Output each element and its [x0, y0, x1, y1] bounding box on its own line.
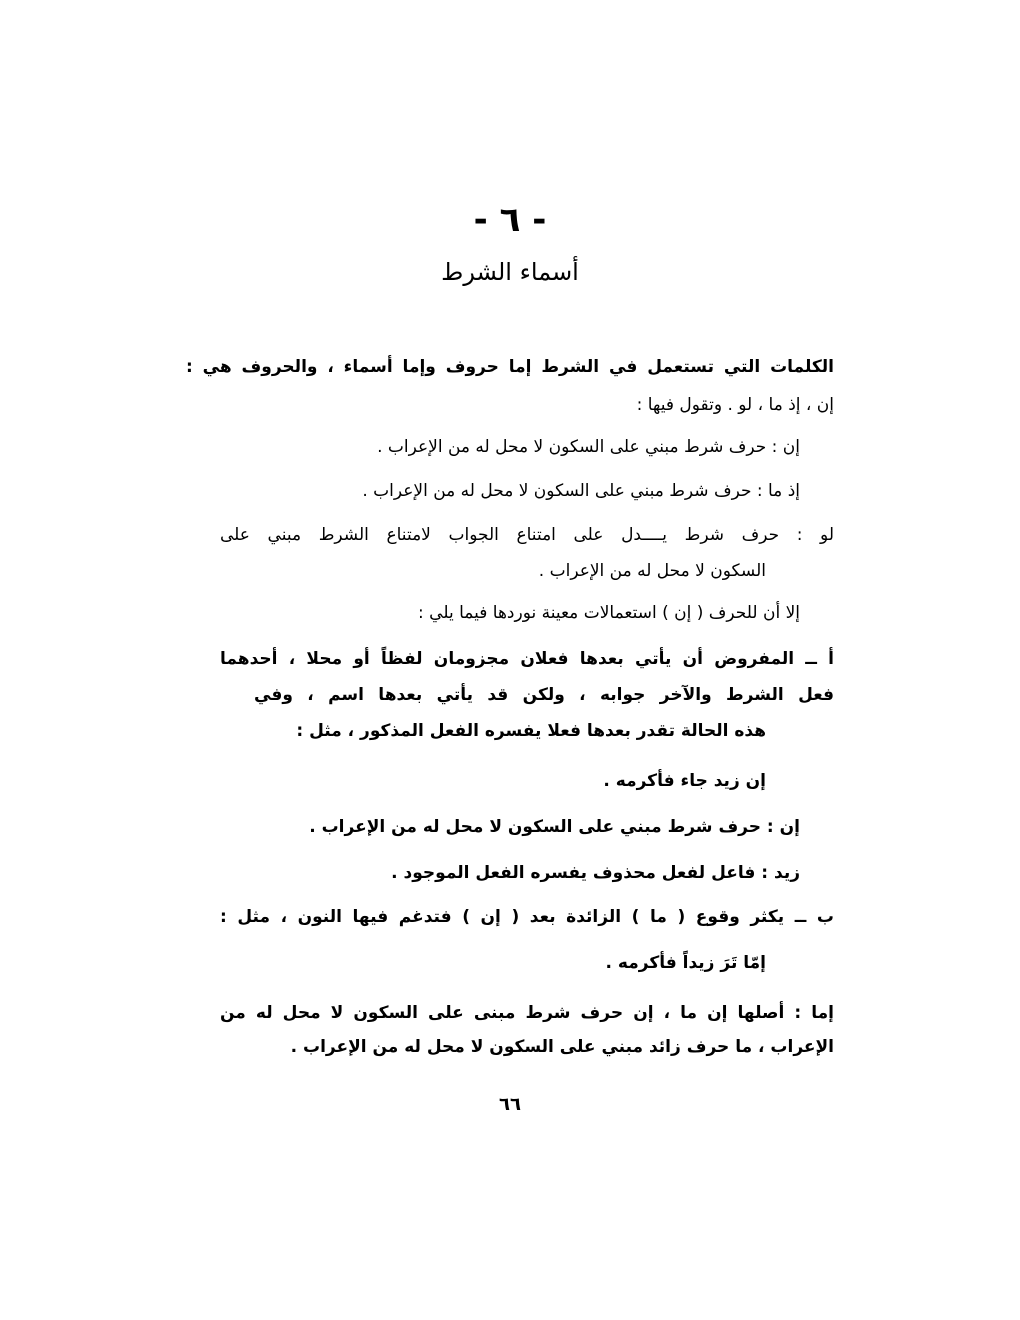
definition-law-line-1: لو : حرف شرط يــــدل على امتناع الجواب لامتناع الشرط مبني على: [220, 525, 834, 545]
point-a-line-1: أ ــ المفروض أن يأتي بعدها فعلان مجزومان لفظاً أو محلا ، أحدهما: [220, 649, 834, 669]
chapter-number: - ٦ -: [473, 200, 547, 240]
definition-idh-ma: إذ ما : حرف شرط مبني على السكون لا محل له من الإعراب .: [362, 481, 800, 501]
usage-intro: إلا أن للحرف ( إن ) استعمالات معينة نوردها فيما يلي :: [418, 603, 800, 623]
analysis-a-zayd: زيد : فاعل لفعل محذوف يفسره الفعل الموجود .: [391, 863, 800, 883]
chapter-title: أسماء الشرط: [441, 258, 579, 286]
definition-law-line-2: السكون لا محل له من الإعراب .: [538, 561, 766, 581]
analysis-a-in: إن : حرف شرط مبني على السكون لا محل له من الإعراب .: [309, 817, 800, 837]
analysis-b-line-2: الإعراب ، ما حرف زائد مبني على السكون لا محل له من الإعراب .: [290, 1037, 834, 1057]
point-b: ب ــ يكثر وقوع ( ما ) الزائدة بعد ( إن ) فتدغم فيها النون ، مثل :: [220, 907, 834, 927]
intro-line-1: الكلمات التي تستعمل في الشرط إما حروف وإما أسماء ، والحروف هي :: [186, 357, 834, 377]
point-a-line-2: فعل الشرط والآخر جوابه ، ولكن قد يأتي بعدها اسم ، وفي: [254, 685, 834, 705]
intro-line-2: إن ، إذ ما ، لو . وتقول فيها :: [636, 395, 834, 415]
point-a-line-3: هذه الحالة تقدر بعدها فعلا يفسره الفعل المذكور ، مثل :: [296, 721, 766, 741]
example-a: إن زيد جاء فأكرمه .: [603, 771, 766, 791]
definition-in: إن : حرف شرط مبني على السكون لا محل له من الإعراب .: [377, 437, 800, 457]
analysis-b-line-1: إما : أصلها إن ما ، إن حرف شرط مبنى على السكون لا محل له من: [220, 1003, 834, 1023]
page-number: ٦٦: [499, 1094, 521, 1115]
example-b: إمّا تَرَ زيداً فأكرمه .: [605, 953, 766, 973]
